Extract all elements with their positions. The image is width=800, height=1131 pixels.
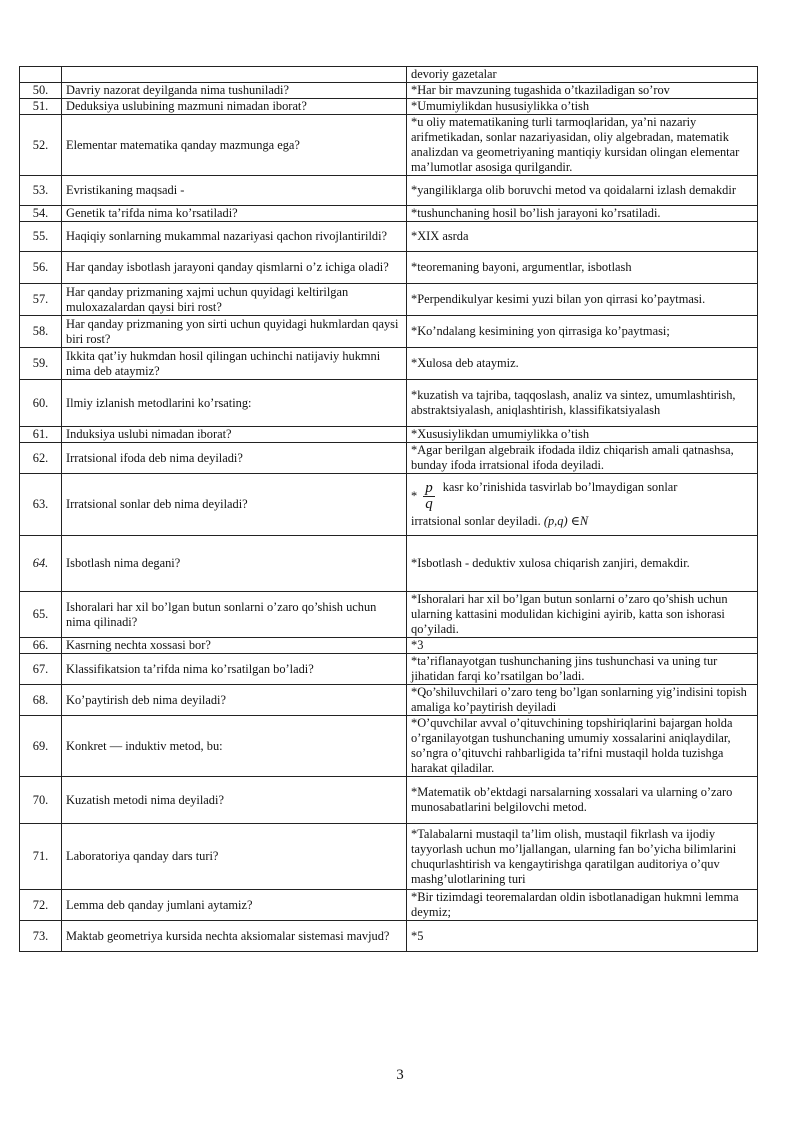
- answer-cell: *Isbotlash - deduktiv xulosa chiqarish zanjiri, demakdir.: [407, 536, 758, 592]
- table-row: [20, 427, 758, 443]
- question-cell: Laboratoriya qanday dars turi?: [62, 824, 407, 890]
- row-number: 51.: [20, 99, 62, 115]
- answer-cell: devoriy gazetalar: [407, 67, 758, 83]
- row-number: 52.: [20, 115, 62, 176]
- question-cell: Haqiqiy sonlarning mukammal nazariyasi qachon rivojlantirildi?: [62, 222, 407, 252]
- question-cell: Har qanday prizmaning yon sirti uchun quyidagi hukmlardan qaysi biri rost?: [62, 316, 407, 348]
- answer-cell: *u oliy matematikaning turli tarmoqlaridan, ya’ni nazariy arifmetikadan, sonlar nazariyasidan, oliy algebradan, matematik analizdan va geometriyaning mantiqiy kursidan olingan elementar ma’lumotlar asosiga qurilgandir.: [407, 115, 758, 176]
- fraction: [423, 481, 435, 512]
- table-row: [20, 348, 758, 380]
- row-number: 61.: [20, 427, 62, 443]
- answer-cell: *Bir tizimdagi teoremalardan oldin isbotlanadigan hukmni lemma deymiz;: [407, 890, 758, 921]
- table-row: [20, 206, 758, 222]
- row-number: 71.: [20, 824, 62, 890]
- table-row: [20, 777, 758, 824]
- question-cell: Maktab geometriya kursida nechta aksiomalar sistemasi mavjud?: [62, 921, 407, 952]
- table-row: [20, 921, 758, 952]
- table-row: [20, 592, 758, 638]
- question-cell: Lemma deb qanday jumlani aytamiz?: [62, 890, 407, 921]
- row-number: 57.: [20, 284, 62, 316]
- row-number: 65.: [20, 592, 62, 638]
- question-cell: Davriy nazorat deyilganda nima tushuniladi?: [62, 83, 407, 99]
- question-cell: Induksiya uslubi nimadan iborat?: [62, 427, 407, 443]
- answer-cell: *5: [407, 921, 758, 952]
- row-number: 56.: [20, 252, 62, 284]
- row-number: 70.: [20, 777, 62, 824]
- questions-table: [19, 66, 758, 952]
- table-row: [20, 685, 758, 716]
- answer-cell: [407, 474, 758, 536]
- answer-star: *: [411, 488, 418, 503]
- row-number: 72.: [20, 890, 62, 921]
- question-cell: Konkret — induktiv metod, bu:: [62, 716, 407, 777]
- table-row: [20, 474, 758, 536]
- answer-cell: *teoremaning bayoni, argumentlar, isbotlash: [407, 252, 758, 284]
- answer-cell: *Talabalarni mustaqil ta’lim olish, mustaqil fikrlash va ijodiy tayyorlash uchun mo’ljallangan, ularning fan bo’yicha bilimlarini chuqurlashtirish va kengaytirishga qaratilgan auditoriya o’quv mashg’ulotlarining turi: [407, 824, 758, 890]
- answer-cell: *3: [407, 638, 758, 654]
- table-row: [20, 222, 758, 252]
- table-row: [20, 443, 758, 474]
- row-number: [20, 67, 62, 83]
- row-number: 53.: [20, 176, 62, 206]
- table-row: [20, 83, 758, 99]
- answer-cell: *Ishoralari har xil bo’lgan butun sonlarni o’zaro qo’shish uchun ularning kattasini modulidan kichigini ayirib, katta son ishorasi qo’yiladi.: [407, 592, 758, 638]
- question-cell: Elementar matematika qanday mazmunga ega?: [62, 115, 407, 176]
- answer-cell: *Ko’ndalang kesimining yon qirrasiga ko’paytmasi;: [407, 316, 758, 348]
- row-number: 67.: [20, 654, 62, 685]
- answer-cell: *XIX asrda: [407, 222, 758, 252]
- question-cell: Isbotlash nima degani?: [62, 536, 407, 592]
- answer-line-2: irratsional sonlar deyiladi.: [411, 513, 544, 528]
- table-row: [20, 252, 758, 284]
- answer-cell: *O’quvchilar avval o’qituvchining topshiriqlarini bajargan holda o’rganilayotgan tushunchaning umumiy xossalarini aniqlaydilar, so’ngra o’qituvchi rahbarligida ta’rifni mustaqil holda tuzishga harakat qiladilar.: [407, 716, 758, 777]
- answer-cell: *Perpendikulyar kesimi yuzi bilan yon qirrasi ko’paytmasi.: [407, 284, 758, 316]
- row-number: 63.: [20, 474, 62, 536]
- table-row: [20, 654, 758, 685]
- table-row: [20, 716, 758, 777]
- page-number: 3: [396, 1067, 404, 1083]
- row-number: 62.: [20, 443, 62, 474]
- row-number: 68.: [20, 685, 62, 716]
- answer-cell: *Xulosa deb ataymiz.: [407, 348, 758, 380]
- question-cell: Har qanday isbotlash jarayoni qanday qismlarni o’z ichiga oladi?: [62, 252, 407, 284]
- question-cell: Evristikaning maqsadi -: [62, 176, 407, 206]
- table-row: [20, 316, 758, 348]
- table-row: [20, 380, 758, 427]
- row-number: 54.: [20, 206, 62, 222]
- question-cell: Genetik ta’rifda nima ko’rsatiladi?: [62, 206, 407, 222]
- fraction-denominator: q: [425, 495, 433, 512]
- row-number: 59.: [20, 348, 62, 380]
- fraction-numerator: p: [425, 479, 433, 496]
- answer-cell: *Umumiylikdan hususiylikka o’tish: [407, 99, 758, 115]
- table-row: [20, 824, 758, 890]
- question-cell: Deduksiya uslubining mazmuni nimadan iborat?: [62, 99, 407, 115]
- answer-line-1: kasr ko’rinishida tasvirlab bo’lmaydigan sonlar: [442, 479, 678, 494]
- row-number: 69.: [20, 716, 62, 777]
- table-row: [20, 638, 758, 654]
- question-cell: Kasrning nechta xossasi bor?: [62, 638, 407, 654]
- table-row: [20, 99, 758, 115]
- answer-cell: *kuzatish va tajriba, taqqoslash, analiz va sintez, umumlashtirish, abstraktsiyalash, aniqlashtirish, klassifikatsiyalash: [407, 380, 758, 427]
- question-cell: Ilmiy izlanish metodlarini ko’rsating:: [62, 380, 407, 427]
- table-row: [20, 176, 758, 206]
- answer-cell: *Qo’shiluvchilari o’zaro teng bo’lgan sonlarning yig’indisini topish amaliga ko’paytirish deyiladi: [407, 685, 758, 716]
- question-cell: Irratsional sonlar deb nima deyiladi?: [62, 474, 407, 536]
- answer-cell: *ta’riflanayotgan tushunchaning jins tushunchasi va uning tur jihatidan farqi ko’rsatilgan bo’ladi.: [407, 654, 758, 685]
- answer-cell: *tushunchaning hosil bo’lish jarayoni ko’rsatiladi.: [407, 206, 758, 222]
- question-cell: Ikkita qat’iy hukmdan hosil qilingan uchinchi natijaviy hukmni nima deb ataymiz?: [62, 348, 407, 380]
- table-row: [20, 890, 758, 921]
- question-cell: Ishoralari har xil bo’lgan butun sonlarni o’zaro qo’shish uchun nima qilinadi?: [62, 592, 407, 638]
- question-cell: [62, 67, 407, 83]
- question-cell: Kuzatish metodi nima deyiladi?: [62, 777, 407, 824]
- table-row: [20, 67, 758, 83]
- answer-cell: *yangiliklarga olib boruvchi metod va qoidalarni izlash demakdir: [407, 176, 758, 206]
- table-row: [20, 284, 758, 316]
- row-number: 66.: [20, 638, 62, 654]
- answer-cell: *Har bir mavzuning tugashida o’tkaziladigan so’rov: [407, 83, 758, 99]
- row-number: 60.: [20, 380, 62, 427]
- answer-cell: *Matematik ob’ektdagi narsalarning xossalari va ularning o’zaro munosabatlarini belgilovchi metod.: [407, 777, 758, 824]
- question-cell: Klassifikatsion ta’rifda nima ko’rsatilgan bo’ladi?: [62, 654, 407, 685]
- answer-cell: *Agar berilgan algebraik ifodada ildiz chiqarish amali qatnashsa, bunday ifoda irratsional ifoda deyiladi.: [407, 443, 758, 474]
- answer-math: (p,q) ∈N: [543, 513, 589, 528]
- table-row: [20, 536, 758, 592]
- row-number: 50.: [20, 83, 62, 99]
- question-cell: Irratsional ifoda deb nima deyiladi?: [62, 443, 407, 474]
- row-number: 64.: [20, 536, 62, 592]
- row-number: 58.: [20, 316, 62, 348]
- row-number: 73.: [20, 921, 62, 952]
- answer-cell: *Xususiylikdan umumiylikka o’tish: [407, 427, 758, 443]
- question-cell: Har qanday prizmaning xajmi uchun quyidagi keltirilgan muloxazalardan qaysi biri rost?: [62, 284, 407, 316]
- row-number: 55.: [20, 222, 62, 252]
- table-row: [20, 115, 758, 176]
- question-cell: Ko’paytirish deb nima deyiladi?: [62, 685, 407, 716]
